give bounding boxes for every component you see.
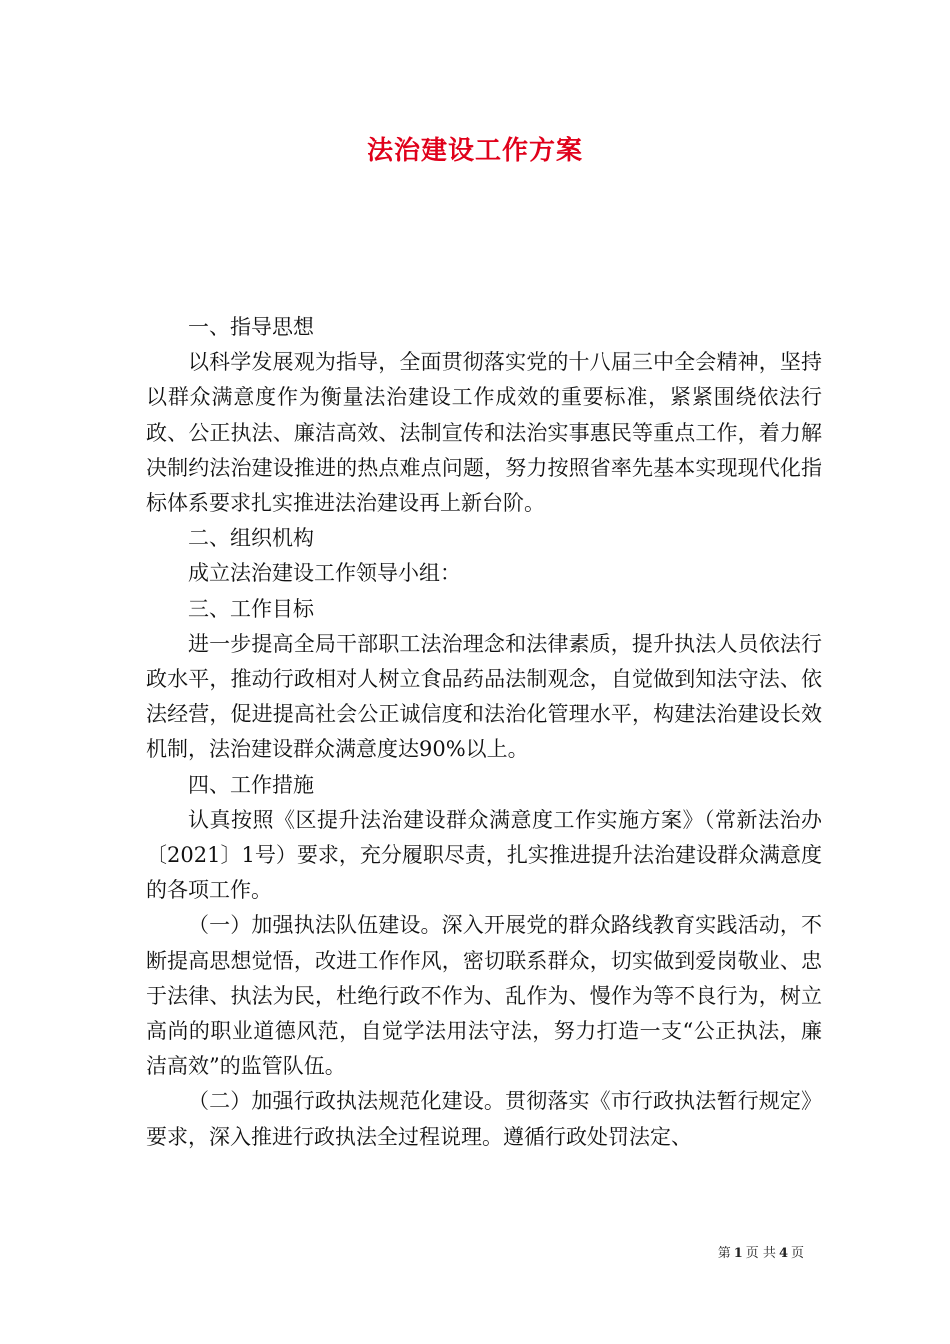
section-heading-organization: 二、组织机构 — [188, 526, 314, 551]
section-heading-measures: 四、工作措施 — [188, 772, 314, 797]
paragraph-measure-1: （一）加强执法队伍建设。深入开展党的群众路线教育实践活动，不断提高思想觉悟，改进工作作风，密切联系群众，切实做到爱岗敬业、忠于法律、执法为民，杜绝行政不作为、乱作为、慢作为等不良行为，树立高尚的职业道德风范，自觉学法用法守法，努力打造一支“公正执法，廉洁高效”的监管队伍。 — [146, 913, 822, 1079]
footer-prefix: 第 — [717, 1246, 731, 1261]
footer-suffix: 页 — [790, 1246, 804, 1261]
page-footer — [718, 1242, 804, 1261]
footer-middle: 页 共 — [745, 1246, 776, 1261]
total-pages-number: 4 — [778, 1246, 788, 1261]
current-page-number: 1 — [733, 1246, 743, 1261]
document-body — [146, 310, 822, 1155]
section-heading-guiding-ideology: 一、指导思想 — [188, 315, 314, 339]
section-heading-goals: 三、工作目标 — [188, 596, 314, 621]
paragraph-organization: 成立法治建设工作领导小组： — [188, 561, 461, 586]
paragraph-guiding-ideology: 以科学发展观为指导，全面贯彻落实党的十八届三中全会精神，坚持以群众满意度作为衡量法治建设工作成效的重要标准，紧紧围绕依法行政、公正执法、廉洁高效、法制宣传和法治实事惠民等重点工作，着力解决制约法治建设推进的热点难点问题，努力按照省率先基本实现现代化指标体系要求扎实推进法治建设再上新台阶。 — [146, 350, 822, 516]
paragraph-measures-intro: 认真按照《区提升法治建设群众满意度工作实施方案》（常新法治办〔2021〕1号）要求，充分履职尽责，扎实推进提升法治建设群众满意度的各项工作。 — [146, 807, 822, 903]
paragraph-measure-2: （二）加强行政执法规范化建设。贯彻落实《市行政执法暂行规定》要求，深入推进行政执法全过程说理。遵循行政处罚法定、 — [146, 1089, 822, 1149]
document-title: 法治建设工作方案 — [366, 136, 583, 166]
paragraph-goals: 进一步提高全局干部职工法治理念和法律素质，提升执法人员依法行政水平，推动行政相对人树立食品药品法制观念，自觉做到知法守法、依法经营，促进提高社会公正诚信度和法治化管理水平，构建法治建设长效机制，法治建设群众满意度达90%以上。 — [146, 631, 822, 762]
